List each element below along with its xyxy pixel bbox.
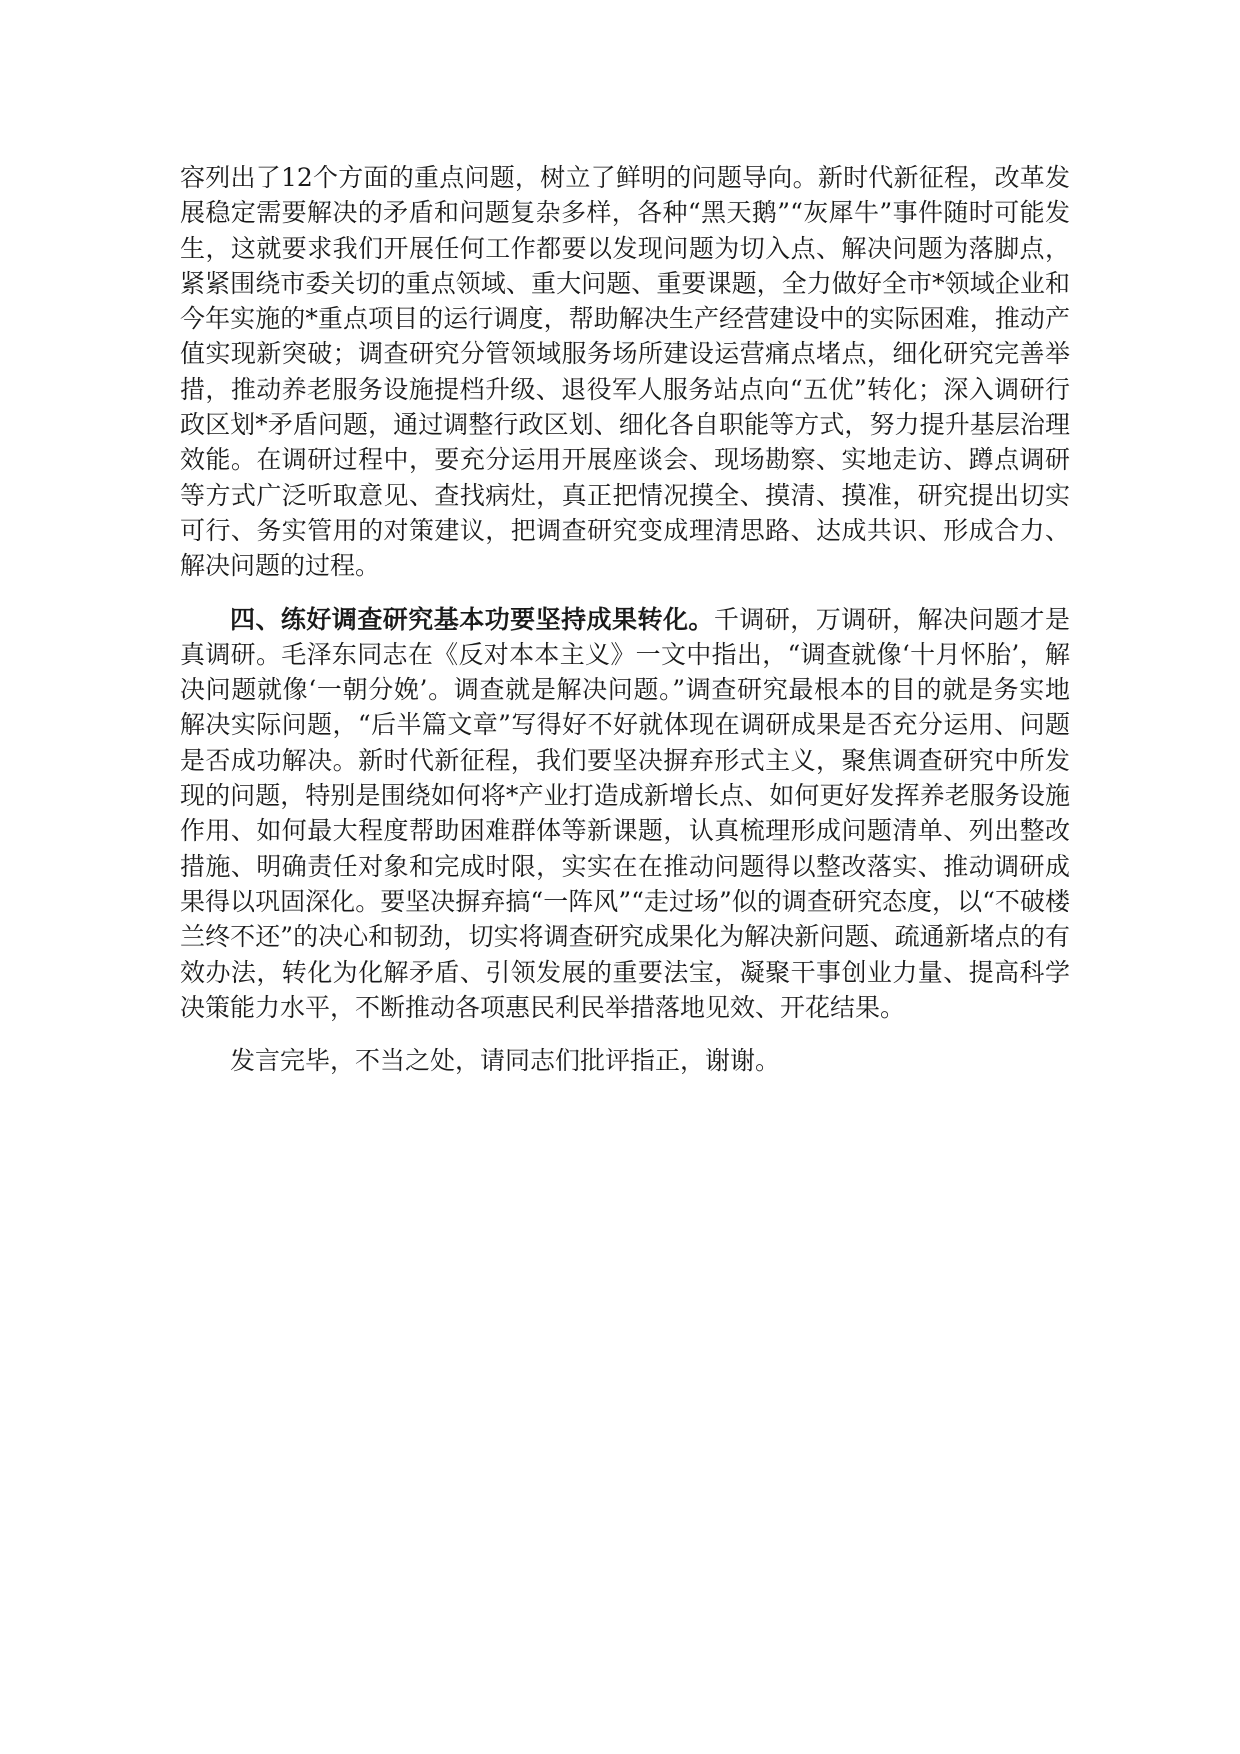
- closing-paragraph: [180, 1043, 1070, 1078]
- body-paragraph-section-four: [180, 602, 1070, 1026]
- body-paragraph-continued: [180, 160, 1070, 584]
- paragraph-text: 千调研，万调研，解决问题才是真调研。毛泽东同志在《反对本本主义》一文中指出，“调查就像‘十月怀胎’，解决问题就像‘一朝分娩’。调查就是解决问题。”调查研究最根本的目的就是务实地解决实际问题，“后半篇文章”写得好不好就体现在调研成果是否充分运用、问题是否成功解决。新时代新征程，我们要坚决摒弃形式主义，聚焦调查研究中所发现的问题，特别是围绕如何将*产业打造成新增长点、如何更好发挥养老服务设施作用、如何最大程度帮助困难群体等新课题，认真梳理形成问题清单、列出整改措施、明确责任对象和完成时限，实实在在推动问题得以整改落实、推动调研成果得以巩固深化。要坚决摒弃搞“一阵风”“走过场”似的调查研究态度，以“不破楼兰终不还”的决心和韧劲，切实将调查研究成果化为解决新问题、疏通新堵点的有效办法，转化为化解矛盾、引领发展的重要法宝，凝聚干事创业力量、提高科学决策能力水平，不断推动各项惠民利民举措落地见效、开花结果。: [180, 604, 1070, 1022]
- section-heading: 四、练好调查研究基本功要坚持成果转化。: [230, 604, 714, 634]
- paragraph-text: 发言完毕，不当之处，请同志们批评指正，谢谢。: [230, 1046, 781, 1076]
- document-body: [180, 160, 1070, 1078]
- paragraph-text: 容列出了12个方面的重点问题，树立了鲜明的问题导向。新时代新征程，改革发展稳定需要解决的矛盾和问题复杂多样，各种“黑天鹅”“灰犀牛”事件随时可能发生，这就要求我们开展任何工作都要以发现问题为切入点、解决问题为落脚点，紧紧围绕市委关切的重点领域、重大问题、重要课题，全力做好全市*领域企业和今年实施的*重点项目的运行调度，帮助解决生产经营建设中的实际困难，推动产值实现新突破；调查研究分管领域服务场所建设运营痛点堵点，细化研究完善举措，推动养老服务设施提档升级、退役军人服务站点向“五优”转化；深入调研行政区划*矛盾问题，通过调整行政区划、细化各自职能等方式，努力提升基层治理效能。在调研过程中，要充分运用开展座谈会、现场勘察、实地走访、蹲点调研等方式广泛听取意见、查找病灶，真正把情况摸全、摸清、摸准，研究提出切实可行、务实管用的对策建议，把调查研究变成理清思路、达成共识、形成合力、解决问题的过程。: [180, 163, 1070, 581]
